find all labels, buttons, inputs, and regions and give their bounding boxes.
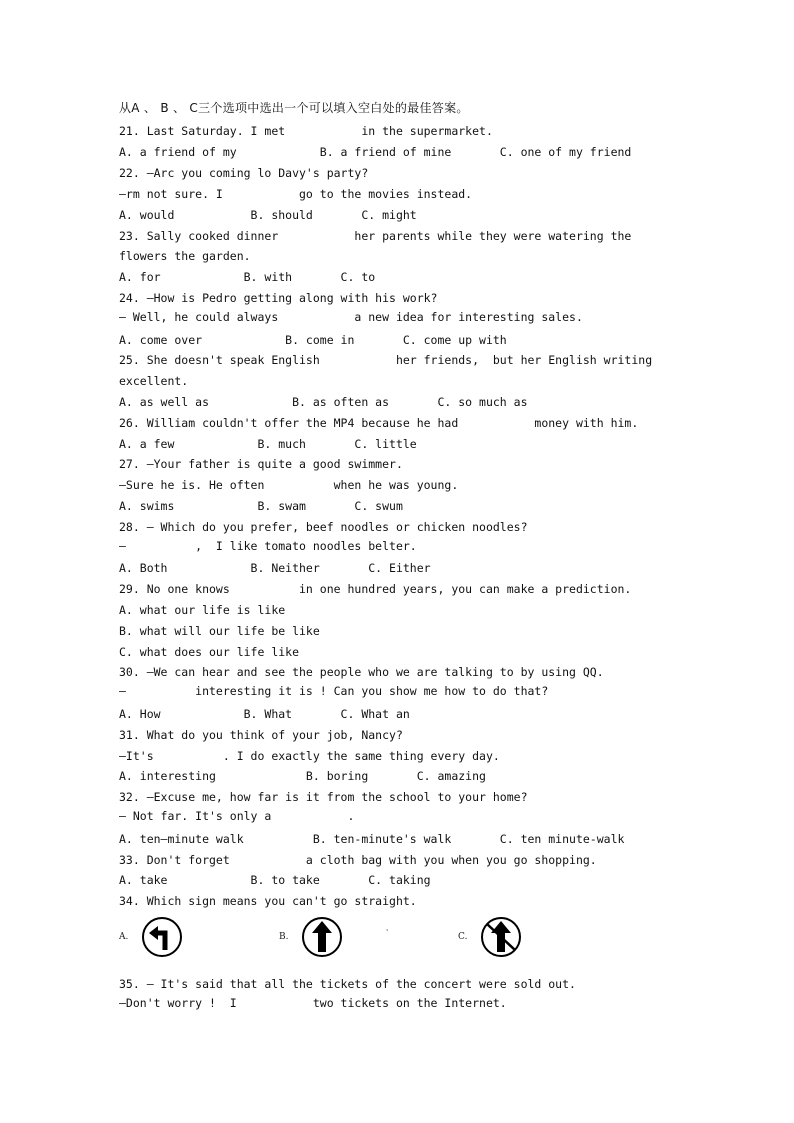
q21-options: A. a friend of my B. a friend of mine C. one of my friend — [119, 145, 632, 159]
q26-stem: 26. William couldn't offer the MP4 because he had money with him. — [119, 416, 639, 430]
q24-reply: — Well, he could always a new idea for interesting sales. — [119, 310, 583, 324]
q30-reply: — interesting it is ! Can you show me how to do that? — [119, 684, 549, 698]
q27-stem: 27. —Your father is quite a good swimmer. — [119, 457, 403, 471]
q22-stem: 22. —Arc you coming lo Davy's party? — [119, 166, 369, 180]
q28-options: A. Both B. Neither C. Either — [119, 561, 431, 575]
q28-stem: 28. — Which do you prefer, beef noodles or chicken noodles? — [119, 520, 528, 534]
q32-options: A. ten—minute walk B. ten-minute's walk C. ten minute-walk — [119, 832, 625, 846]
q23-options: A. for B. with C. to — [119, 270, 376, 284]
option-letter: B. — [279, 932, 289, 942]
q30-options: A. How B. What C. What an — [119, 707, 410, 721]
q35-reply: —Don't worry ! I two tickets on the Internet. — [119, 996, 507, 1010]
q27-reply: —Sure he is. He often when he was young. — [119, 478, 459, 492]
q23-stem-cont: flowers the garden. — [119, 249, 251, 263]
q24-options: A. come over B. come in C. come up with — [119, 333, 507, 347]
q29-option-a: A. what our life is like — [119, 603, 286, 617]
section-instruction: 从A 、 B 、 C三个选项中选出一个可以填入空白处的最佳答案。 — [119, 101, 469, 115]
q32-reply: — Not far. It's only a . — [119, 809, 355, 823]
turn-left-arrow-icon — [141, 916, 183, 958]
q31-stem: 31. What do you think of your job, Nancy? — [119, 728, 403, 742]
q21-stem: 21. Last Saturday. I met in the supermarket. — [119, 124, 493, 138]
q32-stem: 32. —Excuse me, how far is it from the school to your home? — [119, 790, 528, 804]
q25-stem-cont: excellent. — [119, 374, 189, 388]
straight-arrow-icon — [301, 916, 343, 958]
q25-stem: 25. She doesn't speak English her friends, but her English writing — [119, 353, 653, 367]
q31-reply: —It's . I do exactly the same thing every day. — [119, 749, 500, 763]
option-letter: A. — [119, 932, 129, 942]
q34-sign-options — [119, 914, 579, 960]
q29-stem: 29. No one knows in one hundred years, you can make a prediction. — [119, 582, 632, 596]
q26-options: A. a few B. much C. little — [119, 437, 417, 451]
q34-stem: 34. Which sign means you can't go straight. — [119, 894, 417, 908]
q23-stem: 23. Sally cooked dinner her parents while they were watering the — [119, 229, 632, 243]
q22-reply: —rm not sure. I go to the movies instead. — [119, 187, 473, 201]
q24-stem: 24. —How is Pedro getting along with his work? — [119, 291, 438, 305]
q33-options: A. take B. to take C. taking — [119, 873, 431, 887]
q33-stem: 33. Don't forget a cloth bag with you when you go shopping. — [119, 853, 597, 867]
option-letter: C. — [458, 932, 468, 942]
q27-options: A. swims B. swam C. swum — [119, 499, 403, 513]
q31-options: A. interesting B. boring C. amazing — [119, 769, 486, 783]
q29-option-c: C. what does our life like — [119, 645, 300, 659]
q30-stem: 30. —We can hear and see the people who we are talking to by using QQ. — [119, 665, 604, 679]
q28-reply: — , I like tomato noodles belter. — [119, 539, 417, 553]
q22-options: A. would B. should C. might — [119, 208, 417, 222]
q29-option-b: B. what will our life be like — [119, 624, 320, 638]
crossed-straight-arrow-icon — [480, 916, 522, 958]
stray-mark: ' — [386, 928, 389, 937]
q25-options: A. as well as B. as often as C. so much as — [119, 395, 528, 409]
q35-stem: 35. — It's said that all the tickets of the concert were sold out. — [119, 977, 576, 991]
